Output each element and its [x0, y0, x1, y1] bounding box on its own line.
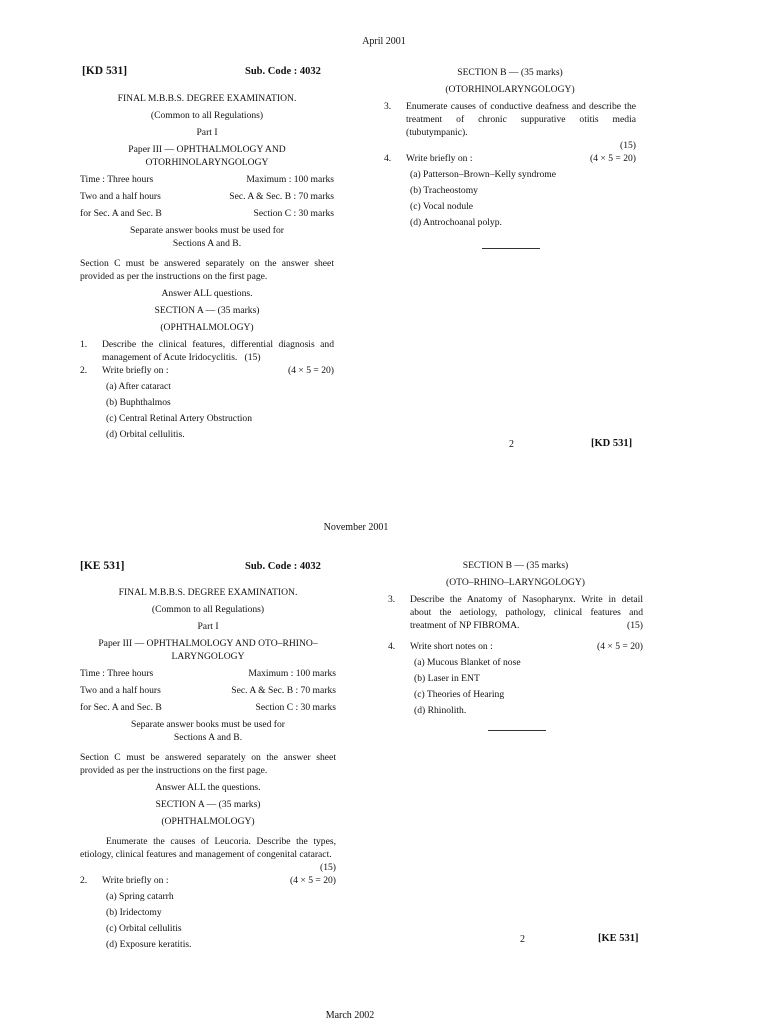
- list-item: (c) Theories of Hearing: [414, 689, 505, 700]
- question-marks: (4 × 5 = 20): [597, 641, 643, 652]
- list-item: (c) Central Retinal Artery Obstruction: [106, 413, 252, 424]
- sec-c-row: [80, 207, 334, 220]
- right-column-1: [384, 66, 636, 232]
- paper-code-2: [KE 531]: [80, 560, 125, 572]
- page-number-2: 2: [520, 934, 525, 945]
- question-text: Write briefly on :: [102, 365, 169, 376]
- section-c-note: Section C must be answered separately on the answer sheet provided as per the instructions on the first page.: [80, 752, 336, 776]
- question-1: [80, 835, 336, 861]
- sec-c-marks: Section C : 30 marks: [253, 208, 334, 219]
- sub-code-2: Sub. Code : 4032: [245, 561, 321, 572]
- sec-ab-label: Two and a half hours: [80, 191, 161, 202]
- paper-title-line1: Paper III — OPHTHALMOLOGY AND: [128, 144, 286, 155]
- question-number: 3.: [388, 594, 396, 605]
- question-text: Write short notes on :: [410, 641, 493, 652]
- time-row: [80, 667, 336, 680]
- list-item: (d) Antrochoanal polyp.: [410, 217, 502, 228]
- section-a-title: SECTION A — (35 marks): [155, 799, 261, 810]
- question-number: 4.: [384, 153, 392, 164]
- paper-title-line1: Paper III — OPHTHALMOLOGY AND OTO–RHINO–: [98, 638, 318, 649]
- sec-ab-marks: Sec. A & Sec. B : 70 marks: [229, 191, 334, 202]
- question-text: Enumerate the causes of Leucoria. Describe the types, etiology, clinical features and management of congenital cataract.: [80, 836, 336, 860]
- section-b-title: SECTION B — (35 marks): [457, 67, 563, 78]
- question-number: 4.: [388, 641, 396, 652]
- question-number: 3.: [384, 101, 392, 112]
- question-text: Write briefly on :: [406, 153, 473, 164]
- left-column-1: [80, 92, 334, 444]
- sec-c-marks: Section C : 30 marks: [255, 702, 336, 713]
- list-item: (a) Patterson–Brown–Kelly syndrome: [410, 169, 557, 180]
- list-item: (d) Orbital cellulitis.: [106, 429, 185, 440]
- list-item: (b) Buphthalmos: [106, 397, 171, 408]
- end-divider-1: [482, 248, 540, 249]
- question-3: [388, 593, 643, 632]
- question-4: [384, 152, 636, 165]
- answer-all-note: Answer ALL the questions.: [155, 782, 261, 793]
- question-text: Describe the Anatomy of Nasopharynx. Write in detail about the aetiology, pathology, clinical features and treatment of NP FIBROMA.: [410, 594, 643, 631]
- sec-ab-row: [80, 190, 334, 203]
- question-text: Enumerate causes of conductive deafness and describe the treatment of chronic suppurative otitis media (tubutympanic).: [406, 101, 636, 138]
- exam-date-2: November 2001: [323, 522, 389, 533]
- list-item: (c) Orbital cellulitis: [106, 923, 182, 934]
- left-column-2: [80, 586, 336, 954]
- question-marks: (15): [320, 862, 336, 873]
- answer-books-note: Separate answer books must be used for Sections A and B.: [131, 719, 285, 743]
- question-number: 2.: [80, 875, 88, 886]
- section-b-title: SECTION B — (35 marks): [462, 560, 569, 571]
- question-marks: (4 × 5 = 20): [590, 153, 636, 164]
- section-a-subject: (OPHTHALMOLOGY): [161, 816, 255, 827]
- max-marks: Maximum : 100 marks: [246, 174, 334, 185]
- exam-date-3: March 2002: [325, 1010, 375, 1021]
- sec-c-label: for Sec. A and Sec. B: [80, 208, 162, 219]
- section-a-title: SECTION A — (35 marks): [154, 305, 260, 316]
- list-item: (a) After cataract: [106, 381, 171, 392]
- sec-ab-row: [80, 684, 336, 697]
- sec-c-label: for Sec. A and Sec. B: [80, 702, 162, 713]
- paper-title-line2: LARYNGOLOGY: [171, 651, 245, 662]
- list-item: (b) Tracheostomy: [410, 185, 478, 196]
- time-label: Time : Three hours: [80, 174, 154, 185]
- paper-title-line2: OTORHINOLARYNGOLOGY: [145, 157, 269, 168]
- question-marks: (15): [627, 620, 643, 631]
- question-marks: (4 × 5 = 20): [290, 875, 336, 886]
- exam-date-1: April 2001: [362, 36, 406, 47]
- regulations-note: (Common to all Regulations): [151, 604, 265, 615]
- question-marks: (4 × 5 = 20): [288, 365, 334, 376]
- question-3: [384, 100, 636, 139]
- question-marks: (15): [620, 140, 636, 151]
- section-a-subject: (OPHTHALMOLOGY): [160, 322, 254, 333]
- section-c-note: Section C must be answered separately on the answer sheet provided as per the instructions on the first page.: [80, 258, 334, 282]
- sec-ab-label: Two and a half hours: [80, 685, 161, 696]
- question-text: Write briefly on :: [102, 875, 169, 886]
- sec-c-row: [80, 701, 336, 714]
- question-text: Describe the clinical features, differential diagnosis and management of Acute Iridocyclitis.: [102, 339, 334, 363]
- list-item: (c) Vocal nodule: [410, 201, 474, 212]
- right-column-2: [388, 559, 643, 720]
- regulations-note: (Common to all Regulations): [150, 110, 264, 121]
- part-label: Part I: [196, 127, 218, 138]
- time-label: Time : Three hours: [80, 668, 154, 679]
- list-item: (b) Iridectomy: [106, 907, 162, 918]
- paper-code-1: [KD 531]: [82, 65, 128, 77]
- question-number: 1.: [80, 339, 88, 350]
- part-label: Part I: [197, 621, 219, 632]
- footer-code-1: [KD 531]: [591, 438, 633, 449]
- sec-ab-marks: Sec. A & Sec. B : 70 marks: [231, 685, 336, 696]
- time-row: [80, 173, 334, 186]
- answer-books-note: Separate answer books must be used for Sections A and B.: [130, 225, 284, 249]
- question-marks: (15): [244, 352, 261, 363]
- question-2: [80, 364, 334, 377]
- exam-title: FINAL M.B.B.S. DEGREE EXAMINATION.: [117, 93, 297, 104]
- max-marks: Maximum : 100 marks: [248, 668, 336, 679]
- list-item: (a) Spring catarrh: [106, 891, 174, 902]
- question-1: [80, 338, 334, 364]
- answer-all-note: Answer ALL questions.: [161, 288, 253, 299]
- section-b-subject: (OTO–RHINO–LARYNGOLOGY): [446, 577, 585, 588]
- question-number: 2.: [80, 365, 88, 376]
- list-item: (d) Exposure keratitis.: [106, 939, 192, 950]
- page-number-1: 2: [509, 439, 514, 450]
- sub-code-1: Sub. Code : 4032: [245, 66, 321, 77]
- question-4: [388, 640, 643, 653]
- list-item: (a) Mucous Blanket of nose: [414, 657, 521, 668]
- list-item: (b) Laser in ENT: [414, 673, 480, 684]
- exam-title: FINAL M.B.B.S. DEGREE EXAMINATION.: [118, 587, 298, 598]
- footer-code-2: [KE 531]: [598, 933, 639, 944]
- end-divider-2: [488, 730, 546, 731]
- section-b-subject: (OTORHINOLARYNGOLOGY): [445, 84, 575, 95]
- question-2: [80, 874, 336, 887]
- list-item: (d) Rhinolith.: [414, 705, 467, 716]
